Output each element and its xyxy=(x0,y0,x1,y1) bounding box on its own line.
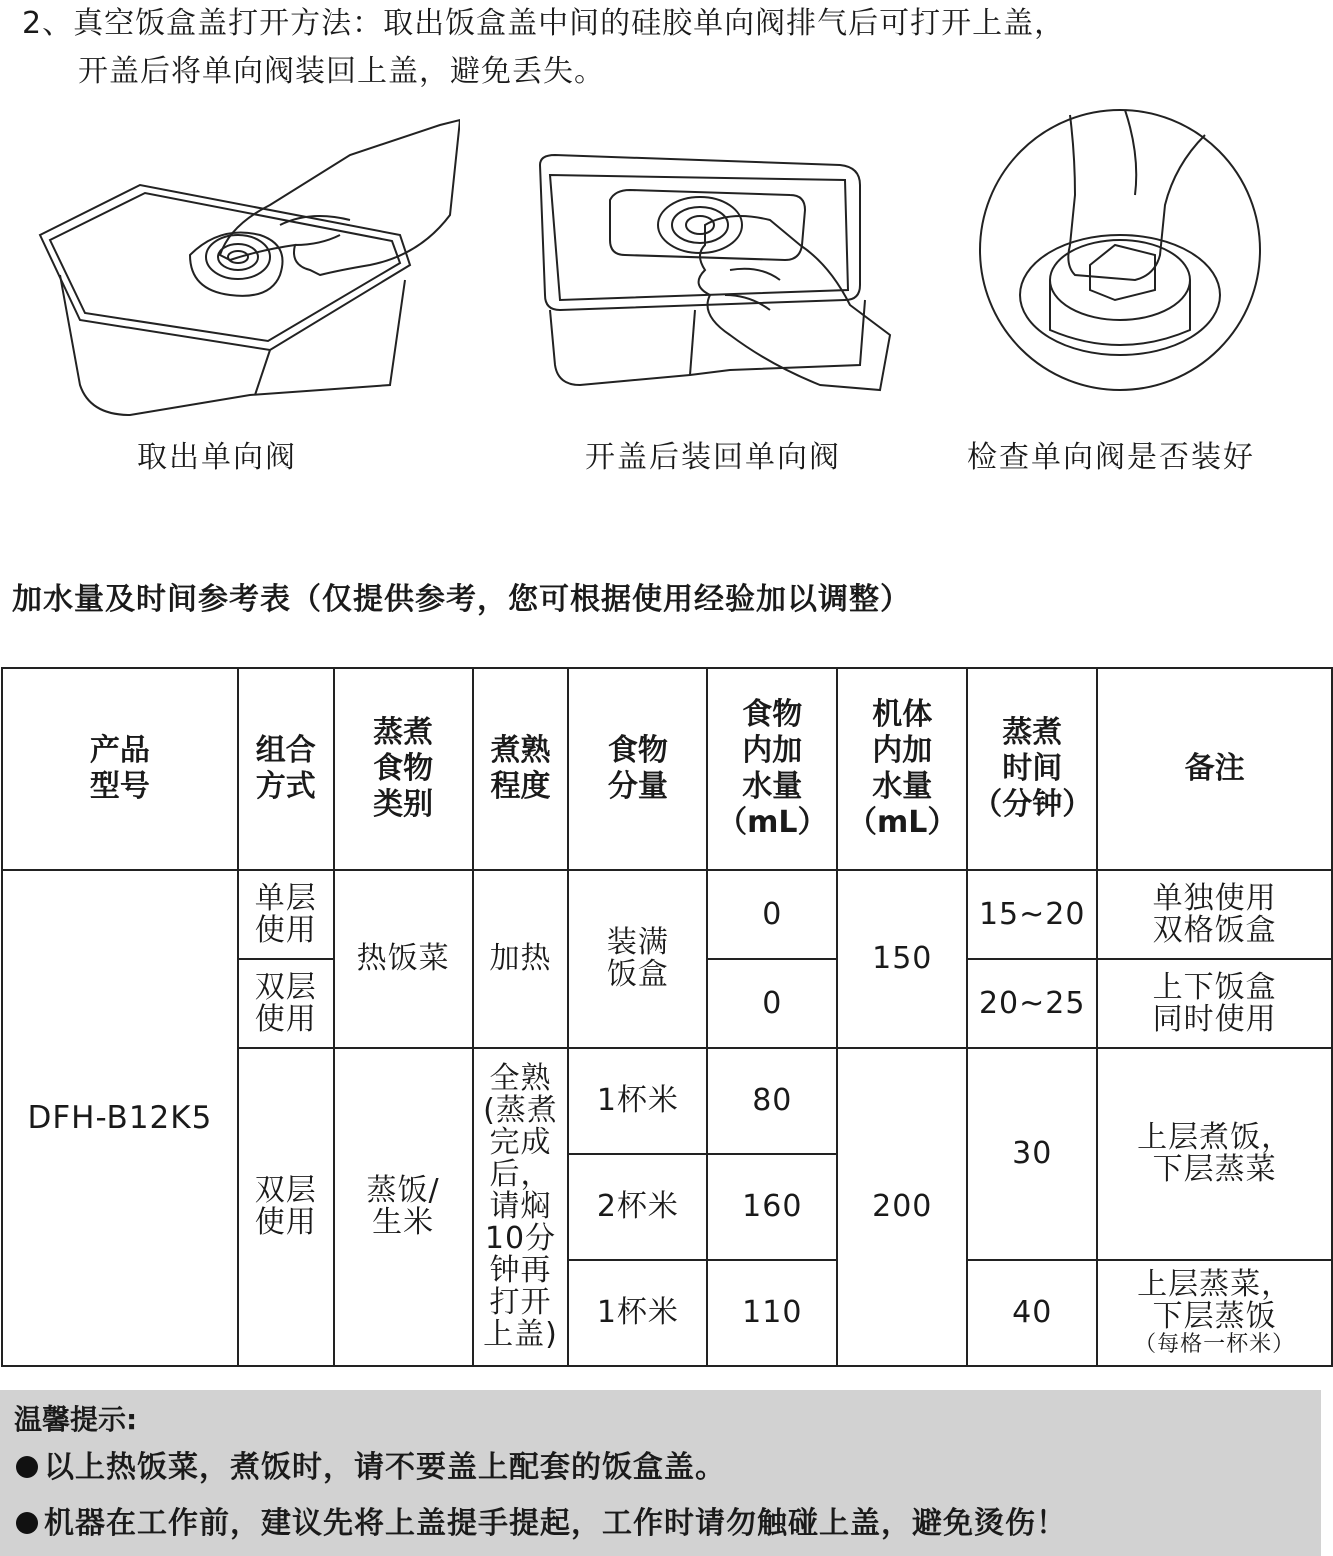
cell-time: 15~20 xyxy=(967,870,1097,959)
cell-time: 20~25 xyxy=(967,959,1097,1048)
intro-line-2: 开盖后将单向阀装回上盖，避免丢失。 xyxy=(78,54,605,89)
intro-text xyxy=(22,0,1065,96)
bullet-icon xyxy=(16,1512,38,1534)
cell-combo: 双层 使用 xyxy=(238,1048,334,1366)
table-header-row xyxy=(2,668,1332,870)
header-body-water: 机体 内加 水量 （mL） xyxy=(837,668,967,870)
table-title: 加水量及时间参考表（仅提供参考，您可根据使用经验加以调整） xyxy=(12,582,911,617)
cell-inner-water: 80 xyxy=(707,1048,837,1154)
cell-inner-water: 0 xyxy=(707,870,837,959)
header-model: 产品 型号 xyxy=(2,668,238,870)
caption-check-valve: 检查单向阀是否装好 xyxy=(967,440,1255,475)
header-combo: 组合 方式 xyxy=(238,668,334,870)
cell-amount: 2杯米 xyxy=(568,1154,707,1260)
water-time-reference-table xyxy=(1,667,1333,1367)
tip-item: 以上热饭菜，煮饭时，请不要盖上配套的饭盒盖。 xyxy=(16,1442,726,1486)
illustration-check-valve xyxy=(975,95,1265,405)
illustration-reinstall-valve xyxy=(530,95,900,405)
intro-line-1: 2、真空饭盒盖打开方法：取出饭盒盖中间的硅胶单向阀排气后可打开上盖， xyxy=(22,6,1066,41)
header-remark: 备注 xyxy=(1097,668,1332,870)
cell-combo: 双层 使用 xyxy=(238,959,334,1048)
cell-doneness: 加热 xyxy=(473,870,569,1048)
tip-item: 机器在工作前，建议先将上盖提手提起，工作时请勿触碰上盖，避免烫伤！ xyxy=(16,1498,1067,1542)
header-inner-water: 食物 内加 水量 （mL） xyxy=(707,668,837,870)
cell-remark: 单独使用 双格饭盒 xyxy=(1097,870,1332,959)
cell-time: 40 xyxy=(967,1260,1097,1366)
table-row xyxy=(2,870,1332,959)
cell-doneness: 全熟 (蒸煮 完成 后， 请焖 10分 钟再 打开 上盖) xyxy=(473,1048,569,1366)
header-doneness: 煮熟 程度 xyxy=(473,668,569,870)
cell-body-water: 150 xyxy=(837,870,967,1048)
header-time: 蒸煮 时间 （分钟） xyxy=(967,668,1097,870)
header-food-type: 蒸煮 食物 类别 xyxy=(334,668,473,870)
cell-remark: 上下饭盒 同时使用 xyxy=(1097,959,1332,1048)
cell-time: 30 xyxy=(967,1048,1097,1260)
tips-box xyxy=(0,1390,1321,1556)
cell-food-type: 蒸饭/ 生米 xyxy=(334,1048,473,1366)
cell-inner-water: 110 xyxy=(707,1260,837,1366)
caption-remove-valve: 取出单向阀 xyxy=(137,440,297,475)
tips-title: 温馨提示: xyxy=(14,1403,138,1436)
cell-combo: 单层 使用 xyxy=(238,870,334,959)
illustration-remove-valve xyxy=(20,95,460,425)
cell-body-water: 200 xyxy=(837,1048,967,1366)
cell-amount: 1杯米 xyxy=(568,1260,707,1366)
cell-amount: 1杯米 xyxy=(568,1048,707,1154)
cell-remark: 上层蒸菜， 下层蒸饭 （每格一杯米） xyxy=(1097,1260,1332,1366)
bullet-icon xyxy=(16,1456,38,1478)
cell-food-type: 热饭菜 xyxy=(334,870,473,1048)
header-amount: 食物 分量 xyxy=(568,668,707,870)
cell-inner-water: 0 xyxy=(707,959,837,1048)
cell-inner-water: 160 xyxy=(707,1154,837,1260)
caption-reinstall-valve: 开盖后装回单向阀 xyxy=(585,440,841,475)
cell-model: DFH-B12K5 xyxy=(2,870,238,1366)
cell-remark: 上层煮饭， 下层蒸菜 xyxy=(1097,1048,1332,1260)
cell-amount: 装满 饭盒 xyxy=(568,870,707,1048)
